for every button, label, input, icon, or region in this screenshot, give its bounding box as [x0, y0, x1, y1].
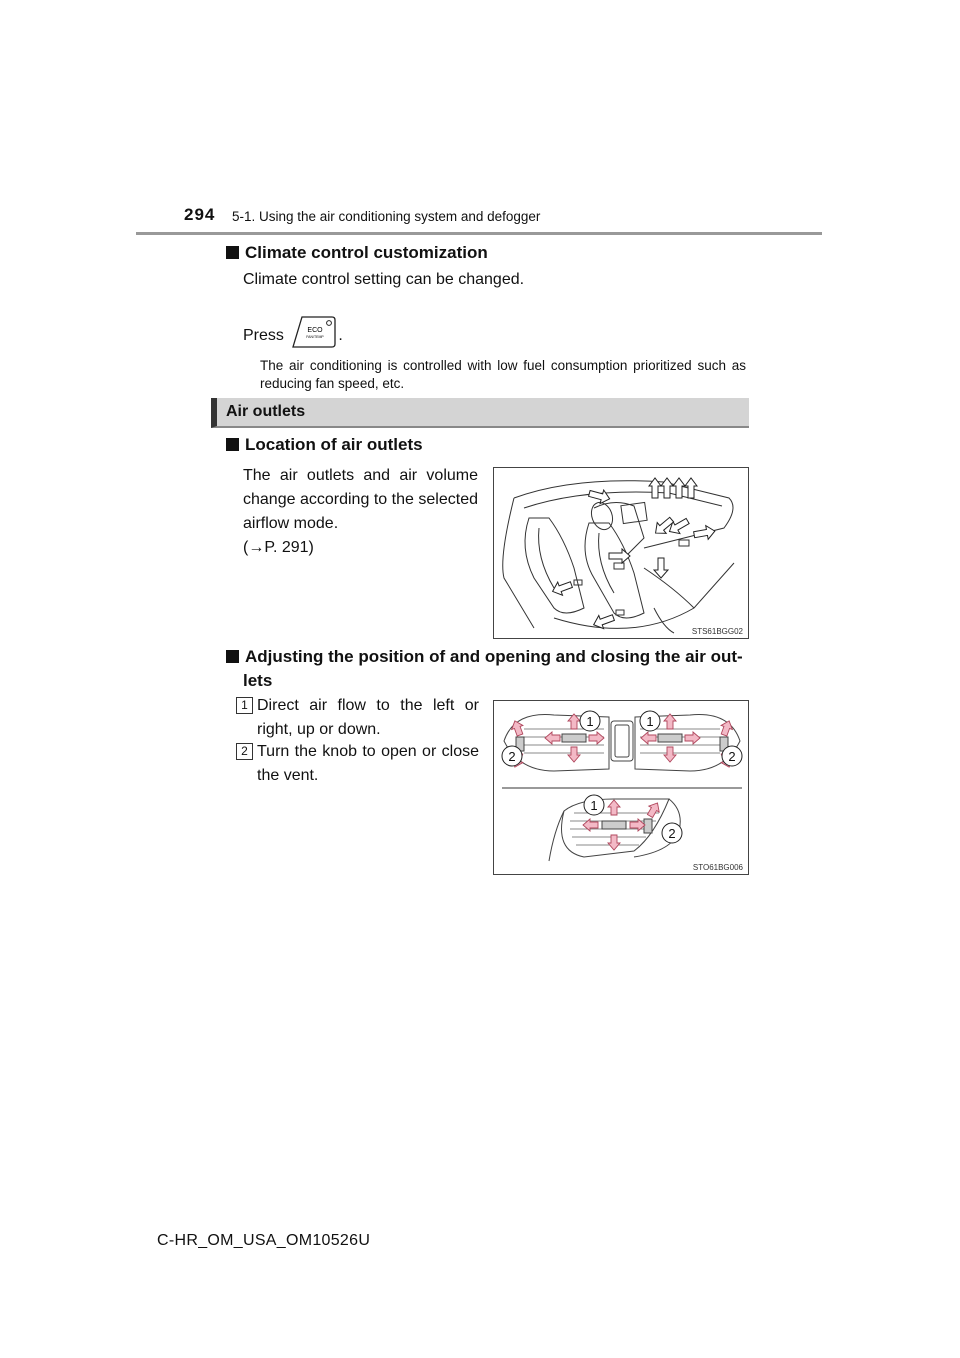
- step-text-1: Direct air flow to the left or right, up or down.: [257, 697, 479, 738]
- press-suffix: .: [338, 327, 343, 345]
- step-text-2: Turn the knob to open or close the vent.: [257, 743, 479, 784]
- callout-label-1c: 1: [590, 798, 598, 813]
- location-heading: [226, 435, 423, 455]
- adjust-heading-line2: lets: [243, 671, 273, 690]
- page-number: 294: [184, 205, 216, 224]
- adjust-heading: [226, 645, 756, 693]
- footer-doc-id: C-HR_OM_USA_OM10526U: [157, 1232, 371, 1249]
- car-interior-illustration: [494, 468, 749, 639]
- eco-text: ECO: [307, 327, 323, 334]
- press-line: [243, 315, 343, 357]
- climate-note: The air conditioning is controlled with low fuel consumption prioritized such as reducing fan speed, etc.: [260, 358, 746, 391]
- air-outlets-section-title: Air outlets: [226, 403, 306, 420]
- callout-label-2b: 2: [728, 749, 736, 764]
- header-divider: [136, 232, 822, 235]
- callout-label-2a: 2: [508, 749, 516, 764]
- climate-heading: [226, 243, 488, 263]
- air-outlets-section-header: [211, 398, 749, 428]
- callout-label-1b: 1: [646, 714, 654, 729]
- climate-heading-text: Climate control customization: [245, 243, 488, 262]
- figure2-code: STO61BG006: [692, 863, 743, 872]
- vent-adjust-figure: [493, 700, 749, 875]
- square-bullet-icon: [226, 438, 239, 451]
- square-bullet-icon: [226, 650, 239, 663]
- adjust-heading-line1: Adjusting the position of and opening and closing the air out-: [245, 647, 743, 666]
- location-ref-link[interactable]: (→P. 291): [243, 539, 314, 556]
- section-title: 5-1. Using the air conditioning system and defogger: [232, 209, 541, 224]
- eco-subtext: FAN/TEMP: [306, 335, 325, 339]
- callout-label-2c: 2: [668, 826, 676, 841]
- press-label: Press: [243, 327, 284, 345]
- callout-label-1a: 1: [586, 714, 594, 729]
- square-bullet-icon: [226, 246, 239, 259]
- climate-line1: Climate control setting can be changed.: [243, 271, 525, 288]
- location-text: The air outlets and air volume change according to the selected airflow mode.: [243, 467, 478, 532]
- vent-adjust-illustration: [494, 701, 749, 875]
- step-number-1: 1: [236, 697, 253, 714]
- location-heading-text: Location of air outlets: [245, 435, 423, 454]
- air-outlets-location-figure: [493, 467, 749, 639]
- step-number-2: 2: [236, 743, 253, 760]
- eco-button-icon: [288, 315, 338, 357]
- figure1-code: STS61BGG02: [691, 627, 743, 636]
